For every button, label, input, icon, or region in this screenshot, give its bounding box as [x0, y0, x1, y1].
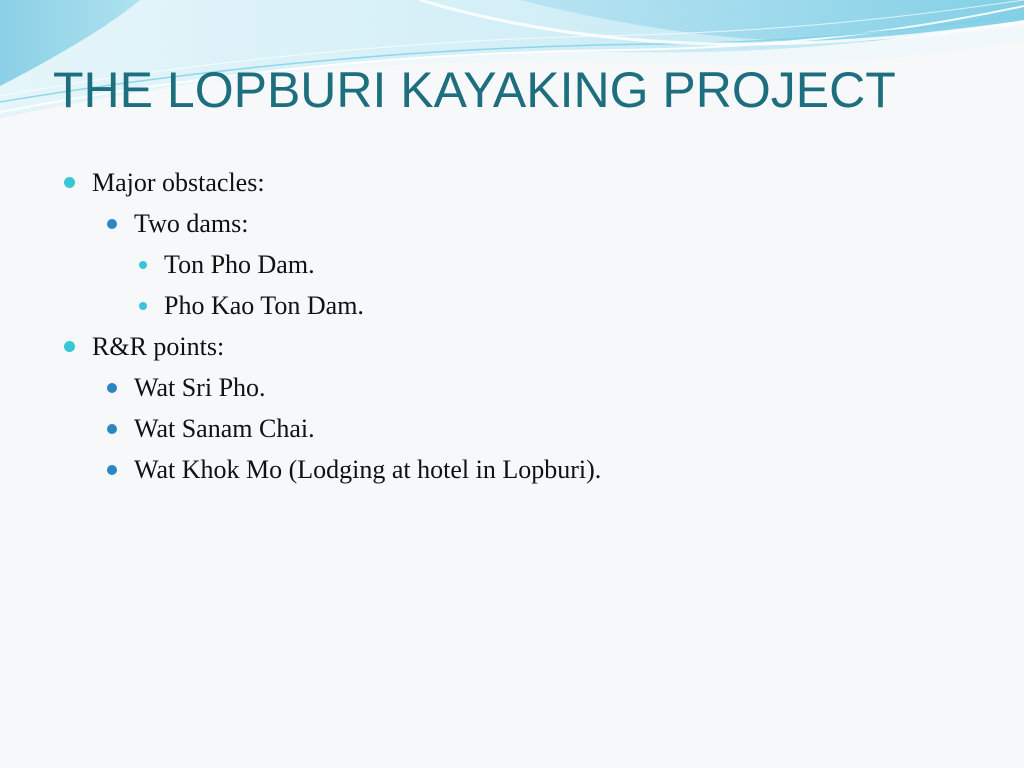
bullet-text: R&R points:	[92, 332, 225, 361]
bullet-text: Ton Pho Dam.	[164, 250, 315, 279]
bullet-item-two-dams	[0, 203, 1024, 244]
bullet-dot-icon	[107, 383, 117, 393]
bullet-dot-icon	[107, 219, 117, 229]
bullet-dot-icon	[139, 302, 147, 310]
bullet-item-ton-pho-dam	[0, 244, 1024, 285]
bullet-dot-icon	[64, 341, 75, 352]
bullet-dot-icon	[107, 465, 117, 475]
bullet-text: Wat Sanam Chai.	[134, 414, 315, 443]
bullet-text: Wat Khok Mo (Lodging at hotel in Lopburi).	[134, 455, 602, 484]
bullet-list	[0, 162, 1024, 490]
bullet-dot-icon	[107, 424, 117, 434]
bullet-text: Wat Sri Pho.	[134, 373, 266, 402]
bullet-dot-icon	[139, 261, 147, 269]
bullet-text: Major obstacles:	[92, 168, 265, 197]
bullet-item-wat-sri-pho	[0, 367, 1024, 408]
bullet-item-pho-kao-ton-dam	[0, 285, 1024, 326]
bullet-item-wat-khok-mo	[0, 449, 1024, 490]
bullet-item-major-obstacles	[0, 162, 1024, 203]
bullet-item-rr-points	[0, 326, 1024, 367]
slide-title: THE LOPBURI KAYAKING PROJECT	[53, 62, 896, 118]
bullet-text: Two dams:	[134, 209, 249, 238]
bullet-text: Pho Kao Ton Dam.	[164, 291, 364, 320]
bullet-item-wat-sanam-chai	[0, 408, 1024, 449]
bullet-dot-icon	[64, 177, 75, 188]
